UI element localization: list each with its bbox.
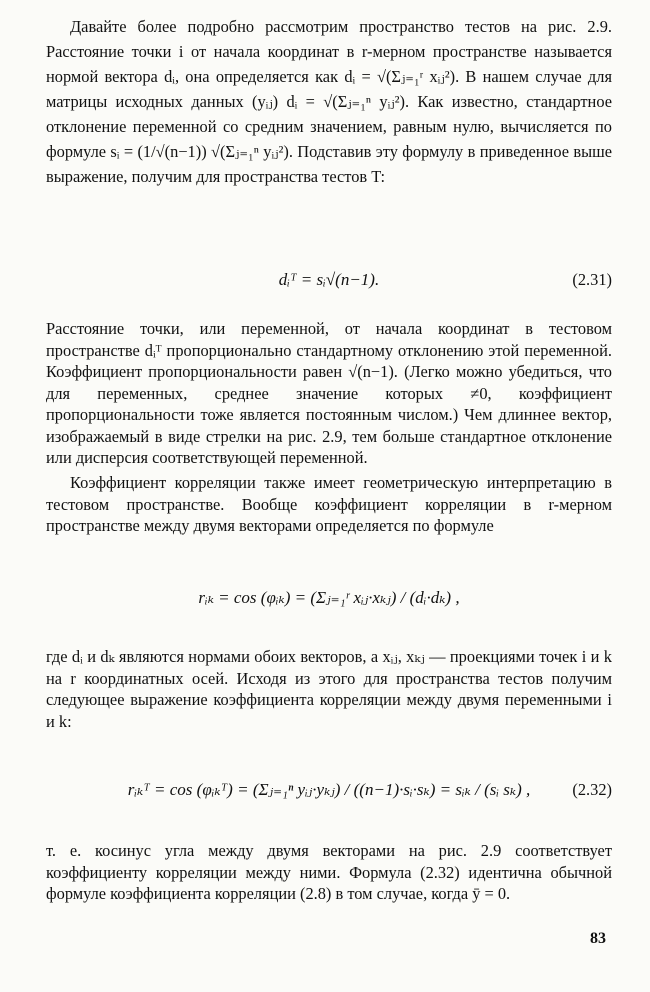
equation-2-32-number: (2.32)	[572, 780, 612, 799]
paragraph-distance-proportional: Расстояние точки, или переменной, от начала координат в тестовом пространстве dᵢᵀ пропорционально стандартному отклонению этой переменной. Коэффициент пропорциональности равен √(n−1). (Легко можно убедиться, что для переменных, среднее значение которых ≠0, коэффициент пропорциональности тоже является постоянным числом.) Чем длиннее вектор, изображаемый в виде стрелки на рис. 2.9, тем больше стандартное отклонение или дисперсия соответствующей переменной.	[46, 319, 612, 467]
equation-2-31-number: (2.31)	[572, 270, 612, 289]
paragraph-correlation-intro: Коэффициент корреляции также имеет геометрическую интерпретацию в тестовом пространстве. Вообще коэффициент корреляции в r-мерном пространстве между двумя векторами определяется по формуле	[46, 473, 612, 535]
equation-r-ik-formula: rᵢₖ = cos (φᵢₖ) = (Σⱼ₌₁ʳ xᵢⱼ·xₖⱼ) / (dᵢ·dₖ) ,	[198, 588, 460, 607]
equation-r-ik	[46, 588, 612, 614]
equation-2-32-formula: rᵢₖᵀ = cos (φᵢₖᵀ) = (Σⱼ₌₁ⁿ yᵢⱼ·yₖⱼ) / ((n−1)·sᵢ·sₖ) = sᵢₖ / (sᵢ sₖ) ,	[127, 780, 531, 799]
page-number: 83	[590, 930, 606, 947]
equation-2-32	[46, 780, 612, 806]
paragraph-norms-projections: где dᵢ и dₖ являются нормами обоих векторов, а xᵢⱼ, xₖⱼ — проекциями точек i и k на r координатных осей. Исходя из этого для пространства тестов получим следующее выражение коэффициента корреляции между двумя переменными i и k:	[46, 647, 612, 731]
paragraph-norm-definition: Давайте более подробно рассмотрим пространство тестов на рис. 2.9. Расстояние точки i от начала координат в r-мерном пространстве называется нормой вектора dᵢ, она определяется как dᵢ = √(Σⱼ₌₁ʳ xᵢⱼ²). В нашем случае для матрицы исходных данных (yᵢⱼ) dᵢ = √(Σⱼ₌₁ⁿ yᵢⱼ²). Как известно, стандартное отклонение переменной со средним значением, равным нулю, вычисляется по формуле sᵢ = (1/√(n−1)) √(Σⱼ₌₁ⁿ yᵢⱼ²). Подставив эту формулу в приведенное выше выражение, получим для пространства тестов T:	[46, 17, 612, 186]
equation-2-31-formula: dᵢᵀ = sᵢ√(n−1).	[278, 270, 380, 289]
paragraph-cosine-conclusion: т. е. косинус угла между двумя векторами на рис. 2.9 соответствует коэффициенту корреляции между ними. Формула (2.32) идентична обычной формуле коэффициента корреляции (2.8) в том случае, когда ȳ = 0.	[46, 841, 612, 903]
equation-2-31	[46, 270, 612, 296]
